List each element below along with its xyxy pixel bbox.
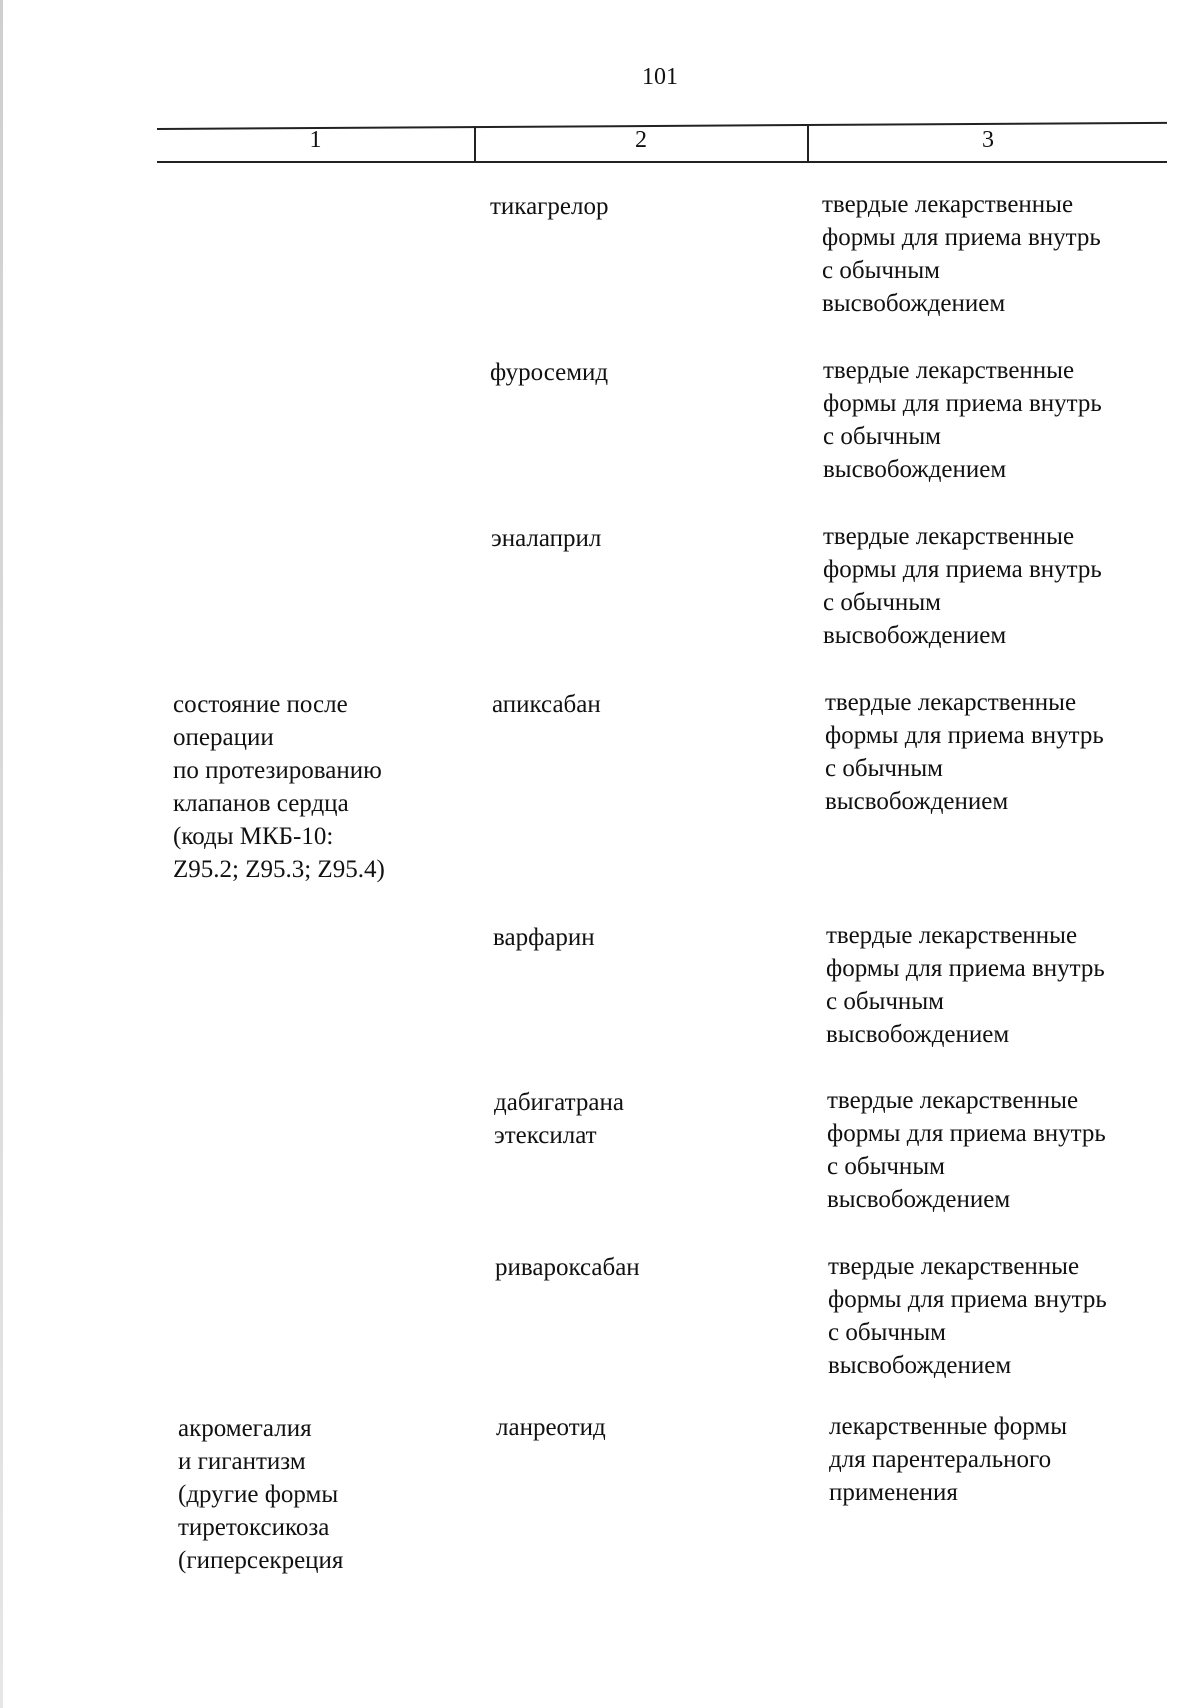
form-cell: твердые лекарственные формы для приема внутрь с обычным высвобождением bbox=[828, 1253, 1107, 1379]
form-cell: твердые лекарственные формы для приема внутрь с обычным высвобождением bbox=[822, 191, 1101, 317]
header-bottom-rule bbox=[157, 161, 1167, 163]
drug-cell: варфарин bbox=[493, 924, 595, 951]
drug-cell: ланреотид bbox=[496, 1414, 606, 1441]
form-cell: твердые лекарственные формы для приема внутрь с обычным высвобождением bbox=[826, 922, 1105, 1048]
page-number: 101 bbox=[642, 64, 678, 90]
form-cell: твердые лекарственные формы для приема внутрь с обычным высвобождением bbox=[825, 689, 1104, 815]
drug-cell: дабигатрана этексилат bbox=[494, 1089, 624, 1149]
form-cell: лекарственные формы для парентерального применения bbox=[829, 1413, 1068, 1506]
column-header-3: 3 bbox=[982, 127, 994, 153]
condition-cell: состояние после операции по протезированию клапанов сердца (коды МКБ-10: Z95.2; Z95.3; Z95.4) bbox=[173, 691, 385, 883]
column-header-2: 2 bbox=[635, 127, 647, 153]
form-cell: твердые лекарственные формы для приема внутрь с обычным высвобождением bbox=[823, 357, 1102, 483]
column-header-1: 1 bbox=[309, 127, 322, 153]
form-cell: твердые лекарственные формы для приема внутрь с обычным высвобождением bbox=[823, 523, 1102, 649]
form-cell: твердые лекарственные формы для приема внутрь с обычным высвобождением bbox=[827, 1087, 1106, 1213]
condition-cell: акромегалия и гигантизм (другие формы тиретоксикоза (гиперсекреция bbox=[178, 1415, 344, 1574]
scan-edge bbox=[0, 0, 3, 1708]
drug-cell: эналаприл bbox=[491, 525, 602, 552]
drug-cell: ривароксабан bbox=[495, 1254, 640, 1281]
drug-cell: тикагрелор bbox=[490, 193, 609, 220]
drug-cell: фуросемид bbox=[490, 359, 609, 386]
drug-cell: апиксабан bbox=[492, 691, 601, 718]
